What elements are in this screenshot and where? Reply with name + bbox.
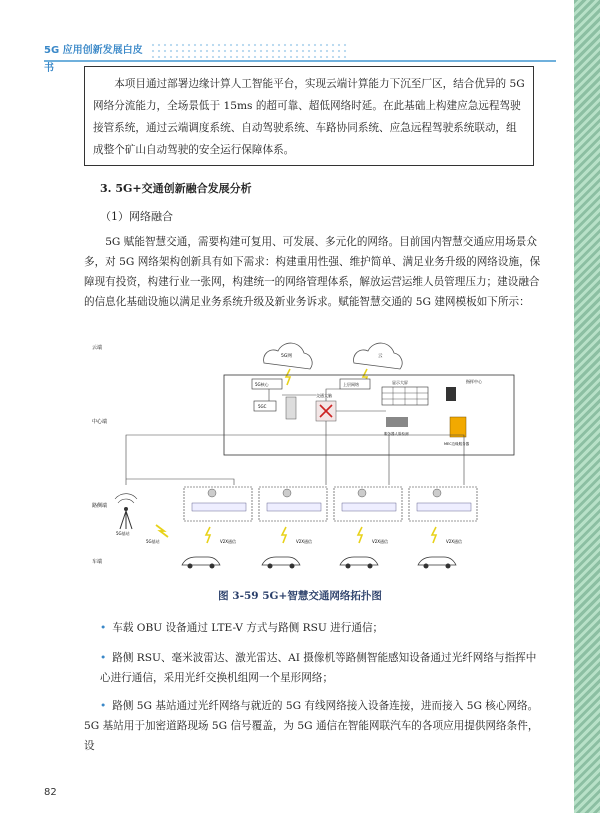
bullet-text: 车载 OBU 设备通过 LTE-V 方式与路侧 RSU 进行通信； (112, 622, 384, 634)
lightning-icon (282, 527, 286, 543)
svg-text:云: 云 (378, 354, 383, 359)
svg-text:V2X通信: V2X通信 (446, 539, 463, 544)
svg-text:V2X通信: V2X通信 (372, 539, 389, 544)
layer-label-vehicle: 车端 (92, 559, 103, 565)
roadside-unit (334, 487, 402, 521)
server-icon (286, 397, 296, 419)
svg-text:5G核心: 5G核心 (255, 382, 269, 387)
svg-text:5G网: 5G网 (281, 354, 292, 359)
bullet-dot: • (100, 622, 107, 634)
network-topology-figure (84, 335, 534, 580)
header-title: 5G 应用创新发展白皮书 (44, 42, 152, 60)
section-title: 3. 5G+交通创新融合发展分析 (100, 182, 252, 195)
bullet-item (100, 696, 544, 716)
car-icon (340, 557, 378, 569)
cloud-icon (354, 343, 403, 369)
bullet-text: 路侧 5G 基站通过光纤网络与就近的 5G 有线网络接入设备连接，进而接入 5G 核心网络。 (112, 700, 539, 712)
display-wall-icon (382, 387, 428, 405)
trailing-paragraph: 5G 基站用于加密道路现场 5G 信号覆盖，为 5G 通信在智能网联汽车的各项应用提供网络条件，设 (84, 720, 539, 752)
lightning-icon (206, 527, 210, 543)
boxed-case-text: 本项目通过部署边缘计算人工智能平台，实现云端计算能力下沉至厂区，结合优异的 5G 网络分流能力，全场景低于 15ms 的超可靠、超低网络时延。在此基础上构建应急远程驾驶接管系统，通过云端调度系统、自动驾驶系统、车路协同系统、应急远程驾驶系统联动，组成整个矿山自动驾驶的安全运行保障体系。 (84, 66, 534, 166)
svg-text:上层网络: 上层网络 (343, 382, 359, 387)
router-icon (316, 401, 336, 421)
svg-text:5G基站: 5G基站 (146, 539, 160, 544)
monitor-icon (446, 387, 456, 401)
svg-text:5GC: 5GC (258, 404, 267, 409)
figure-caption: 图 3-59 5G+智慧交通网络拓扑图 (218, 590, 382, 602)
cloud-5g-icon (264, 343, 313, 369)
svg-text:指挥中心: 指挥中心 (466, 379, 482, 384)
header-divider (44, 60, 556, 62)
bullet-item (100, 618, 544, 638)
bullet-item (100, 648, 544, 688)
bullet-text: 路侧 RSU、毫米波雷达、激光雷达、AI 摄像机等路侧智能感知设备通过光纤网络与指挥中心进行通信，采用光纤交换机组网一个星形网络； (100, 652, 537, 684)
svg-text:MEC边缘服务器: MEC边缘服务器 (444, 442, 470, 446)
detection-server-icon (386, 417, 408, 427)
base-station-icon (115, 494, 137, 529)
mec-server-icon (450, 417, 466, 437)
lightning-icon (156, 525, 168, 537)
lightning-icon (286, 369, 290, 385)
roadside-unit (409, 487, 477, 521)
car-icon (182, 557, 220, 569)
roadside-unit (259, 487, 327, 521)
svg-text:V2X通信: V2X通信 (296, 539, 313, 544)
body-paragraph: 5G 赋能智慧交通，需要构建可复用、可发展、多元化的网络。目前国内智慧交通应用场景众多，对 5G 网络架构创新具有如下需求：构建重用性强、维护简单、满足业务升级的网络设施，保障现有投资，构建行业一张网，构建统一的网络管理体系，解放运营运维人员管理压力；建设融合的信息化基础设施以满足业务系统升级及新业务诉求。赋能智慧交通的 5G 建网模板如下所示： (84, 236, 541, 308)
layer-label-roadside: 路侧端 (92, 503, 108, 509)
side-decoration-strip (574, 0, 600, 813)
roadside-unit (184, 487, 252, 521)
svg-text:交通大脑: 交通大脑 (316, 393, 332, 398)
header-dot-pattern (150, 42, 350, 58)
page-number: 82 (44, 787, 57, 798)
car-icon (418, 557, 456, 569)
svg-text:服务器人脸检测: 服务器人脸检测 (384, 432, 409, 436)
car-icon (262, 557, 300, 569)
bullet-dot: • (100, 700, 107, 712)
svg-text:显示大屏: 显示大屏 (392, 380, 408, 385)
layer-label-cloud: 云端 (92, 345, 103, 351)
svg-text:V2X通信: V2X通信 (220, 539, 237, 544)
lightning-icon (358, 527, 362, 543)
bullet-dot: • (100, 652, 107, 664)
subsection-title: （1）网络融合 (100, 210, 173, 223)
layer-label-center: 中心端 (92, 419, 108, 425)
lightning-icon (432, 527, 436, 543)
svg-text:5G基站: 5G基站 (116, 531, 130, 536)
